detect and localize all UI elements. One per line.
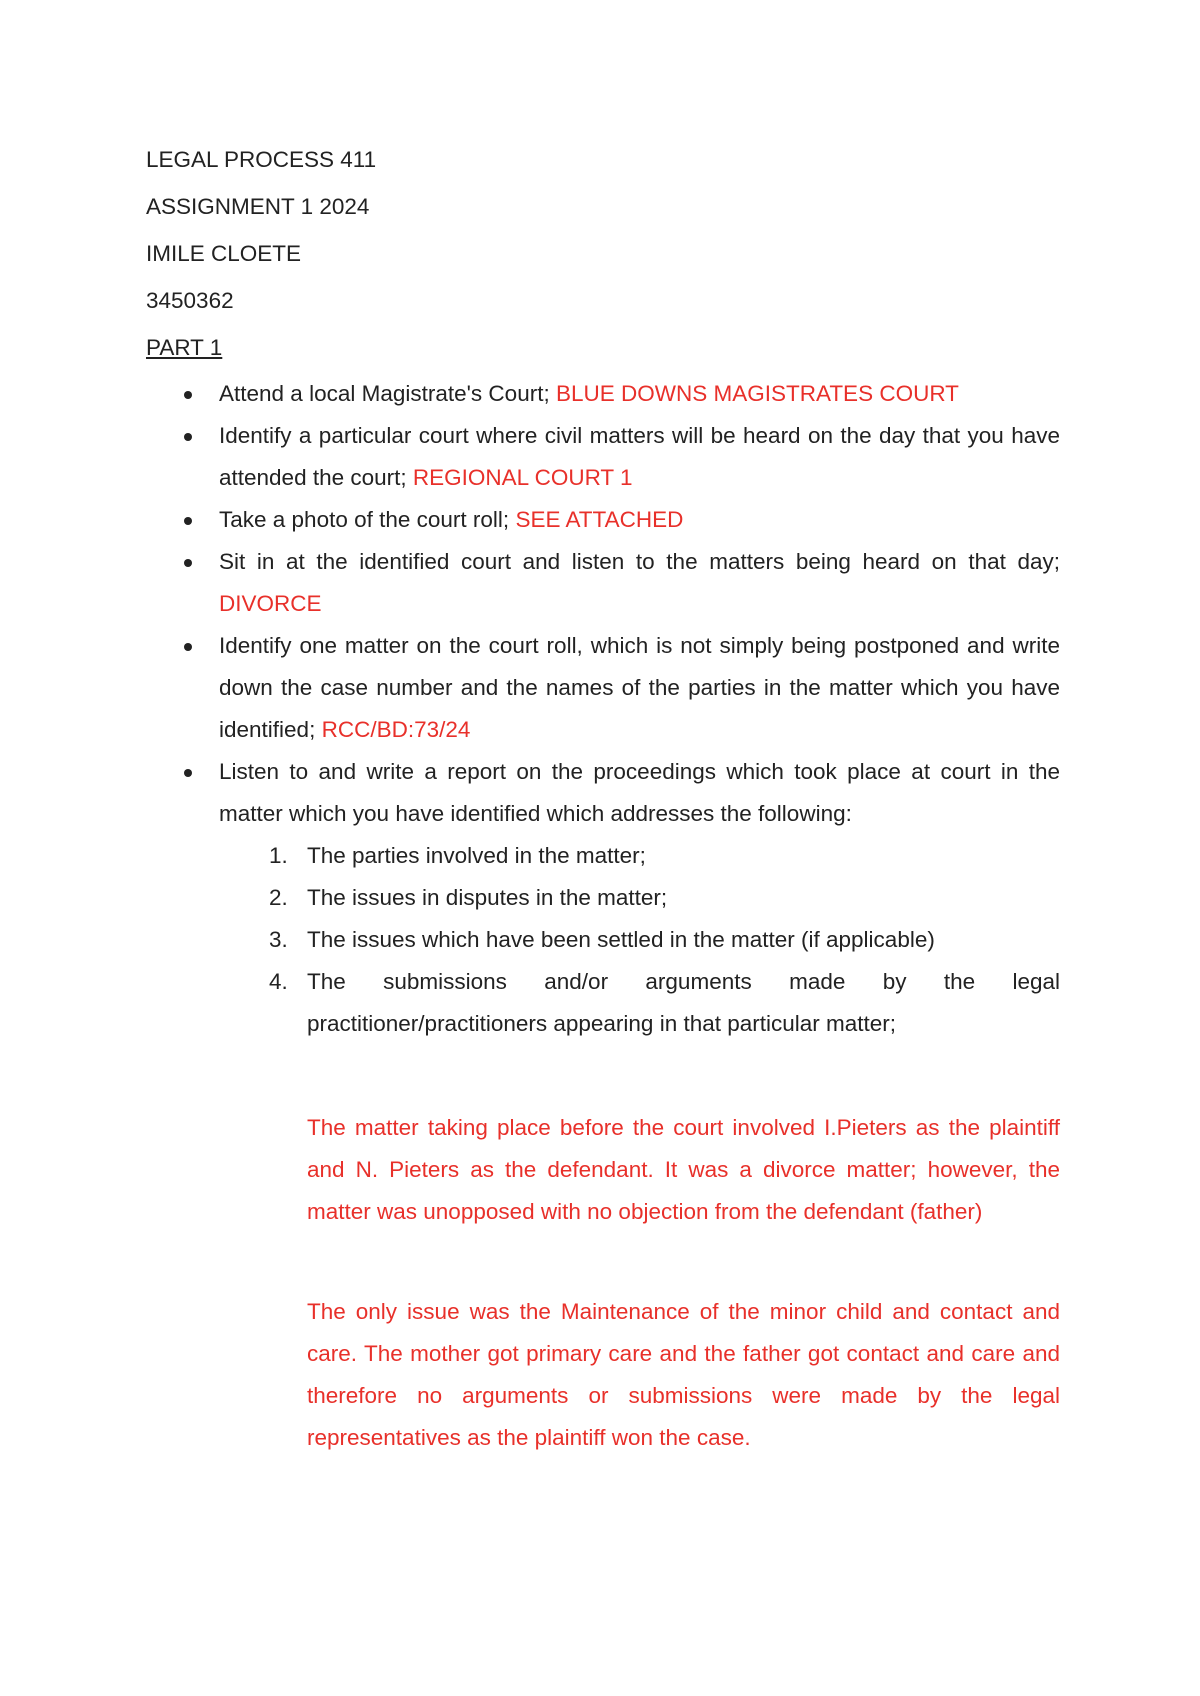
report-item-number: 3. [269, 927, 288, 952]
bullet-icon [184, 769, 192, 777]
task-item [146, 541, 1060, 625]
report-item [219, 877, 1060, 919]
student-number: 3450362 [146, 288, 234, 313]
bullet-icon [184, 517, 192, 525]
task-text: Identify a particular court where civil matters will be heard on the day that you have attended the court; [219, 423, 1060, 490]
bullet-icon [184, 559, 192, 567]
task-text: Identify one matter on the court roll, which is not simply being postponed and write down the case number and the names of the parties in the matter which you have identified; [219, 633, 1060, 742]
bullet-icon [184, 391, 192, 399]
report-item [219, 919, 1060, 961]
report-item [219, 835, 1060, 877]
task-answer: RCC/BD:73/24 [321, 717, 471, 742]
report-requirements-list [219, 835, 1060, 1045]
report-item-text: The issues in disputes in the matter; [307, 885, 668, 910]
task-text: Attend a local Magistrate's Court; [219, 381, 556, 406]
task-answer: REGIONAL COURT 1 [412, 465, 633, 490]
task-answer: SEE ATTACHED [515, 507, 684, 532]
answer-paragraph-2: The only issue was the Maintenance of the minor child and contact and care. The mother got primary care and the father got contact and care and therefore no arguments or submissions were made by the legal representatives as the plaintiff won the case. [307, 1299, 1060, 1450]
report-item-number: 4. [269, 969, 288, 994]
assignment-title: ASSIGNMENT 1 2024 [146, 194, 370, 219]
task-item [146, 751, 1060, 1045]
task-answer: BLUE DOWNS MAGISTRATES COURT [555, 381, 959, 406]
task-item [146, 415, 1060, 499]
task-text: Listen to and write a report on the proceedings which took place at court in the matter which you have identified which addresses the following: [219, 759, 1060, 826]
report-item-text-line1: The submissions and/or arguments made by the legal [307, 969, 1060, 994]
bullet-icon [184, 433, 192, 441]
report-item-text: The parties involved in the matter; [307, 843, 646, 868]
task-item [146, 499, 1060, 541]
part-heading: PART 1 [146, 335, 223, 360]
student-name: IMILE CLOETE [146, 241, 302, 266]
task-item [146, 373, 1060, 415]
report-item [219, 961, 1060, 1045]
course-title: LEGAL PROCESS 411 [146, 147, 377, 172]
task-list [146, 373, 1060, 1045]
task-item [146, 625, 1060, 751]
report-item-number: 2. [269, 885, 288, 910]
report-item-number: 1. [269, 843, 288, 868]
task-text: Take a photo of the court roll; [219, 507, 516, 532]
bullet-icon [184, 643, 192, 651]
task-answer: DIVORCE [219, 591, 322, 616]
answer-paragraph-1: The matter taking place before the court involved I.Pieters as the plaintiff and N. Pieters as the defendant. It was a divorce matter; however, the matter was unopposed with no objection from the defendant (father) [307, 1115, 1060, 1224]
task-text: Sit in at the identified court and listen to the matters being heard on that day; [219, 549, 1060, 574]
report-item-text-line2: practitioner/practitioners appearing in that particular matter; [307, 1011, 897, 1036]
report-item-text: The issues which have been settled in the matter (if applicable) [307, 927, 935, 952]
